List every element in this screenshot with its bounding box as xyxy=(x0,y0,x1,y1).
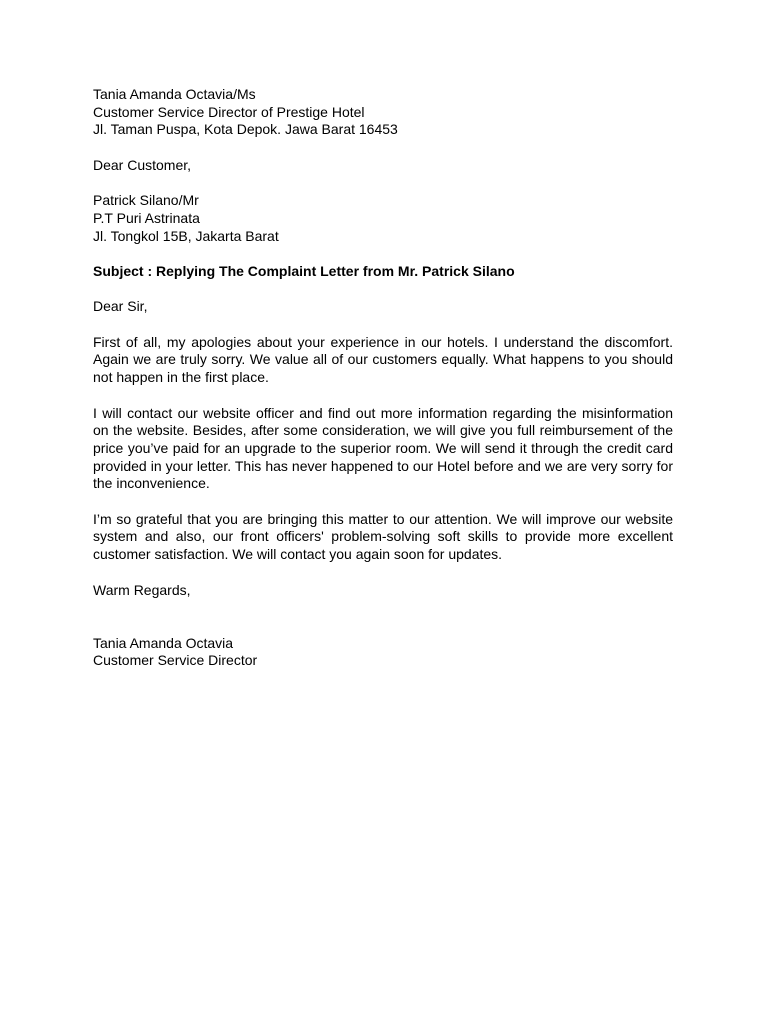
recipient-address: Jl. Tongkol 15B, Jakarta Barat xyxy=(93,227,279,244)
sender-block xyxy=(93,86,673,139)
general-greeting: Dear Customer, xyxy=(93,156,192,173)
sender-address: Jl. Taman Puspa, Kota Depok. Jawa Barat 16453 xyxy=(93,121,398,138)
signature-block xyxy=(93,635,673,670)
sender-name: Tania Amanda Octavia/Ms xyxy=(93,86,256,102)
recipient-company: P.T Puri Astrinata xyxy=(93,209,200,226)
body-paragraph-1: First of all, my apologies about your experience in our hotels. I understand the discomfort. Again we are truly sorry. We value all of our customers equally. What happens to you should not happen in the first place. xyxy=(93,333,673,386)
signature-name: Tania Amanda Octavia xyxy=(93,634,234,651)
recipient-name: Patrick Silano/Mr xyxy=(93,192,199,209)
sender-title: Customer Service Director of Prestige Hotel xyxy=(93,103,365,120)
closing: Warm Regards, xyxy=(93,581,191,598)
letter-subject: Subject : Replying The Complaint Letter from Mr. Patrick Silano xyxy=(93,262,515,279)
recipient-block xyxy=(93,192,673,245)
signature-title: Customer Service Director xyxy=(93,652,258,669)
body-paragraph-2: I will contact our website officer and find out more information regarding the misinformation on the website. Besides, after some consideration, we will give you full reimbursement of the price you’ve paid for an upgrade to the superior room. We will send it through the credit card provided in your letter. This has never happened to our Hotel before and we are very sorry for the inconvenience. xyxy=(93,404,673,492)
body-paragraph-3: I’m so grateful that you are bringing this matter to our attention. We will improve our website system and also, our front officers' problem-solving soft skills to provide more excellent customer satisfaction. We will contact you again soon for updates. xyxy=(93,510,673,563)
salutation: Dear Sir, xyxy=(93,298,148,315)
letter-page xyxy=(93,86,673,670)
